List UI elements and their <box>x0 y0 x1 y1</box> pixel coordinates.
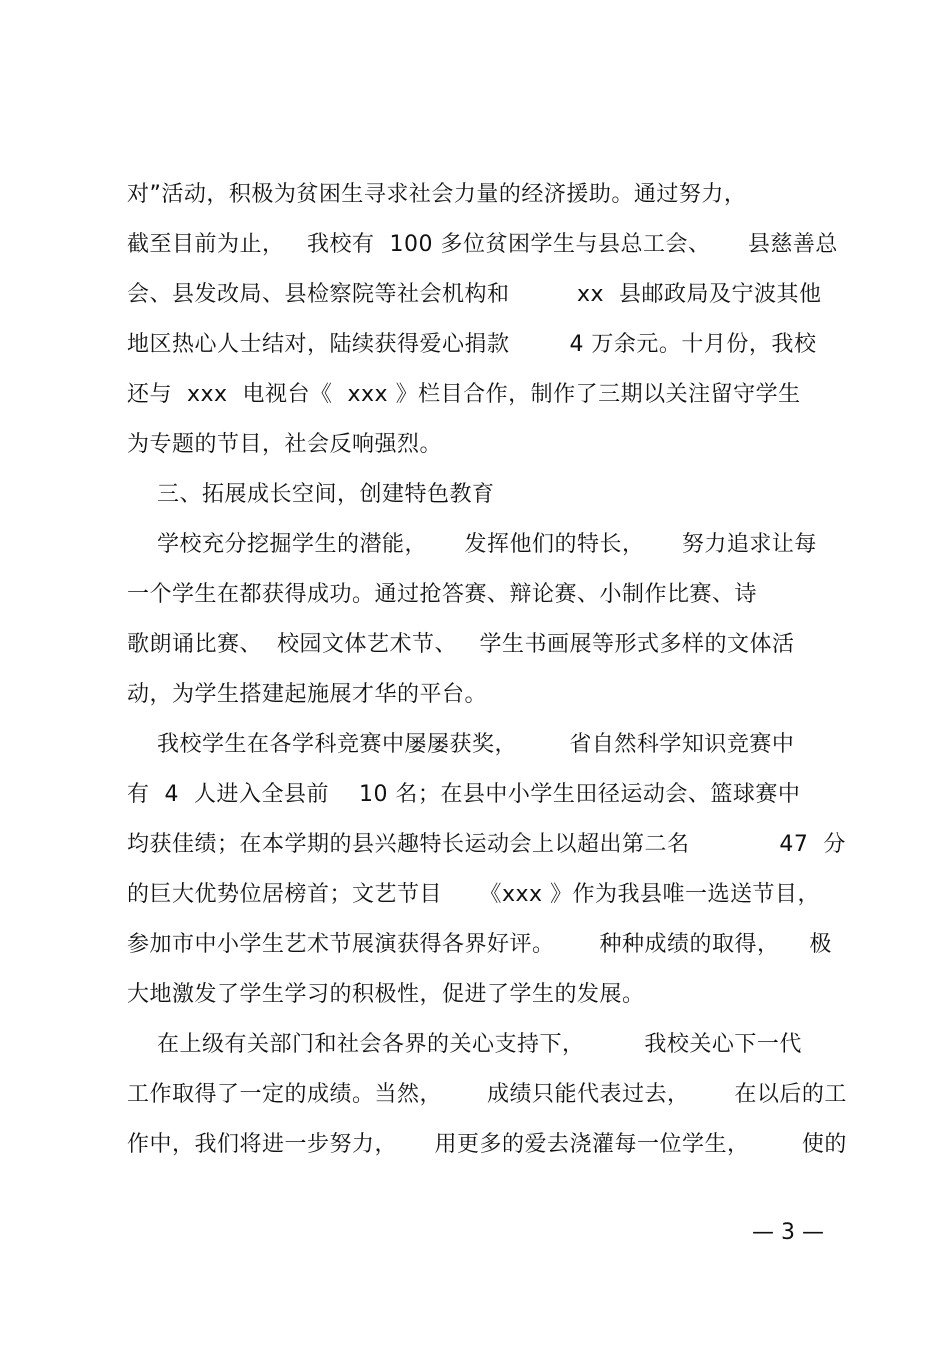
text-line: 大地激发了学生学习的积极性，促进了学生的发展。 <box>127 982 645 1007</box>
text-line: 对”活动，积极为贫困生寻求社会力量的经济援助。通过努力， <box>127 182 747 207</box>
text-line: 工作取得了一定的成绩。当然， 成绩只能代表过去， 在以后的工 <box>127 1082 847 1107</box>
section-heading: 三、拓展成长空间，创建特色教育 <box>127 482 495 507</box>
text-line: 为专题的节目，社会反响强烈。 <box>127 432 443 457</box>
text-line: 学校充分挖掘学生的潜能， 发挥他们的特长， 努力追求让每 <box>127 532 817 557</box>
text-line: 参加市中小学生艺术节展演获得各界好评。 种种成绩的取得， 极 <box>127 932 832 957</box>
text-line: 地区热心人士结对，陆续获得爱心捐款 4 万余元。十月份，我校 <box>127 332 817 357</box>
text-line: 我校学生在各学科竞赛中屡屡获奖， 省自然科学知识竞赛中 <box>127 732 795 757</box>
text-line: 还与 xxx 电视台《 xxx 》栏目合作，制作了三期以关注留守学生 <box>127 382 801 407</box>
text-line: 有 4 人进入全县前 10 名；在县中小学生田径运动会、篮球赛中 <box>127 782 801 807</box>
text-line: 均获佳绩；在本学期的县兴趣特长运动会上以超出第二名 47 分 <box>127 832 846 857</box>
page-number: — 3 — <box>752 1220 824 1245</box>
text-line: 会、县发改局、县检察院等社会机构和 xx 县邮政局及宁波其他 <box>127 282 822 307</box>
text-line: 一个学生在都获得成功。通过抢答赛、辩论赛、小制作比赛、诗 <box>127 582 758 607</box>
text-line: 的巨大优势位居榜首；文艺节目 《xxx 》作为我县唯一选送节目， <box>127 882 821 907</box>
text-line: 在上级有关部门和社会各界的关心支持下， 我校关心下一代 <box>127 1032 802 1057</box>
text-line: 截至目前为止， 我校有 100 多位贫困学生与县总工会、 县慈善总 <box>127 232 838 257</box>
text-line: 动，为学生搭建起施展才华的平台。 <box>127 682 488 707</box>
text-line: 作中，我们将进一步努力， 用更多的爱去浇灌每一位学生， 使的 <box>127 1132 847 1157</box>
text-line: 歌朗诵比赛、 校园文体艺术节、 学生书画展等形式多样的文体活 <box>127 632 795 657</box>
